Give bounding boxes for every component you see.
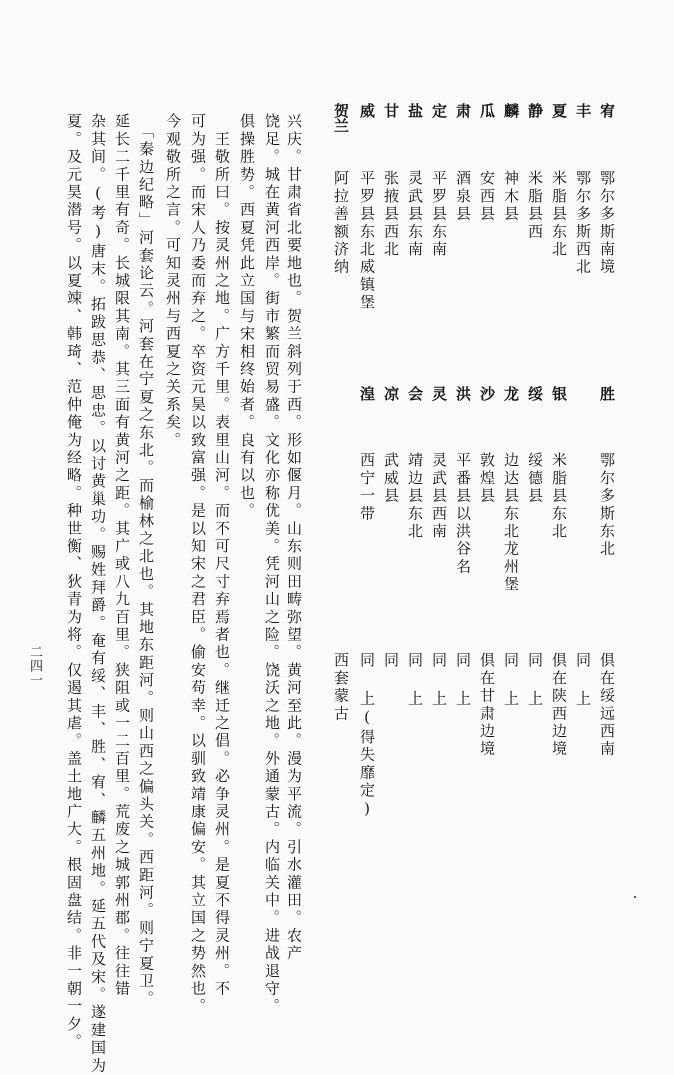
text-column: 「秦边纪略」河套论云。河套在宁夏之东北。而榆林之北也。其地东距河。则山西之偏头关。西距河。则宁夏卫。 [137,113,155,1009]
prefecture-name: 定 [430,103,448,118]
prefecture-name: 瓜 [478,103,496,118]
text-column: 夏。及元昊潜号。以夏竦、韩琦、范仲俺为经略。种世衡、狄青为将。仅遏其虐。盖土地广大。根固盘结。非一朝一夕。 [65,113,83,1052]
prefecture-name: 夏 [550,103,568,118]
prefecture-region: 俱在绥远西南 [598,652,616,759]
text-column: 兴庆。甘肃省北要地也。贺兰斜列于西。形如偃月。山东则田畴弥望。黄河至此。漫为平流。引水灌田。农产 [285,113,303,963]
text-column: 杂其间。(考)唐末。拓跋思恭、思忠。以讨黄巢功。赐姓拜爵。奄有绥、丰、胜、宥、麟五州地。延五代及宋。遂建国为 [89,113,107,1075]
page-number: 二四一 [27,645,42,687]
prefecture-name: 会 [406,386,424,401]
prefecture-name: 甘 [382,103,400,118]
prefecture-location: 米脂县东北 [550,452,568,541]
prefecture-region: 俱在甘肃边境 [478,652,496,759]
prefecture-name: 肃 [454,103,472,118]
text-column: 可为强。而宋人乃委而弃之。卒资元昊以致富强。是以知宋之君臣。偷安苟幸。以驯致靖康偏安。其立国之势然也。 [189,113,207,1016]
prefecture-name: 湟 [358,386,376,401]
print-speck [634,896,636,898]
prefecture-region: 同 上 [406,652,424,709]
prefecture-location: 平罗县东南 [430,170,448,259]
prefecture-location: 米脂县西 [526,170,544,241]
prefecture-location: 边达县东北龙州堡 [502,452,520,594]
prefecture-location: 米脂县东北 [550,170,568,259]
prefecture-location: 武威县 [382,452,400,506]
prefecture-region: 同 上(得失靡定) [358,652,376,821]
prefecture-name: 绥 [526,386,544,401]
prefecture-location: 灵武县西南 [430,452,448,541]
prefecture-name: 沙 [478,386,496,401]
prefecture-region: 西套蒙古 [332,652,350,723]
prefecture-name: 贺兰 [332,103,350,133]
prefecture-name: 凉 [382,386,400,401]
text-column: 延长二千里有奇。长城限其南。其三面有黄河之距。其广或八九百里。狭阻或一二百里。荒废之城郭州郡。往往错 [113,113,131,998]
prefecture-name: 丰 [574,103,592,118]
prefecture-location: 敦煌县 [478,452,496,506]
prefecture-region: 同 上 [526,652,544,709]
prefecture-region: 俱在陕西边境 [550,652,568,759]
prefecture-location: 绥德县 [526,452,544,506]
prefecture-name: 灵 [430,386,448,401]
prefecture-location: 平番县以洪谷名 [454,452,472,576]
text-column: 俱操胜势。西夏凭此立国与宋相终始者。良有以也。 [238,113,256,521]
prefecture-name: 银 [550,386,568,401]
prefecture-name: 宥 [598,103,616,118]
prefecture-region: 同 上 [502,652,520,709]
prefecture-name: 龙 [502,386,520,401]
prefecture-location: 西宁一带 [358,452,376,523]
prefecture-region: 同 [382,652,400,670]
prefecture-location: 灵武县东南 [406,170,424,259]
prefecture-location: 鄂尔多斯东北 [598,452,616,559]
prefecture-location: 阿拉善额济纳 [332,170,350,277]
prefecture-name: 盐 [406,103,424,118]
prefecture-location: 酒泉县 [454,170,472,224]
prefecture-location: 鄂尔多斯西北 [574,170,592,277]
prefecture-name: 麟 [502,103,520,118]
prefecture-name: 洪 [454,386,472,401]
prefecture-location: 安西县 [478,170,496,224]
prefecture-name: 威 [358,103,376,118]
prefecture-location: 鄂尔多斯南境 [598,170,616,277]
prefecture-location: 张掖县西北 [382,170,400,259]
text-column: 今观敬所之言。可知灵州与西夏之关系矣。 [164,113,182,450]
prefecture-region: 同 上 [454,652,472,709]
prefecture-region: 同 上 [430,652,448,709]
prefecture-name: 静 [526,103,544,118]
text-column: 王敬所曰。按灵州之地。广方千里。表里山河。而不可尺寸弃焉者也。继迁之倡。必争灵州。是夏不得灵州。不 [213,113,231,998]
prefecture-location: 靖边县东北 [406,452,424,541]
prefecture-location: 平罗县东北威镇堡 [358,170,376,312]
prefecture-name: 胜 [598,386,616,401]
prefecture-location: 神木县 [502,170,520,224]
prefecture-region: 同 上 [574,652,592,709]
text-column: 饶足。城在黄河西岸。街市繁而贸易盛。文化亦称优美。凭河山之险。饶沃之地。外通蒙古。内临关中。进战退守。 [263,113,281,1016]
